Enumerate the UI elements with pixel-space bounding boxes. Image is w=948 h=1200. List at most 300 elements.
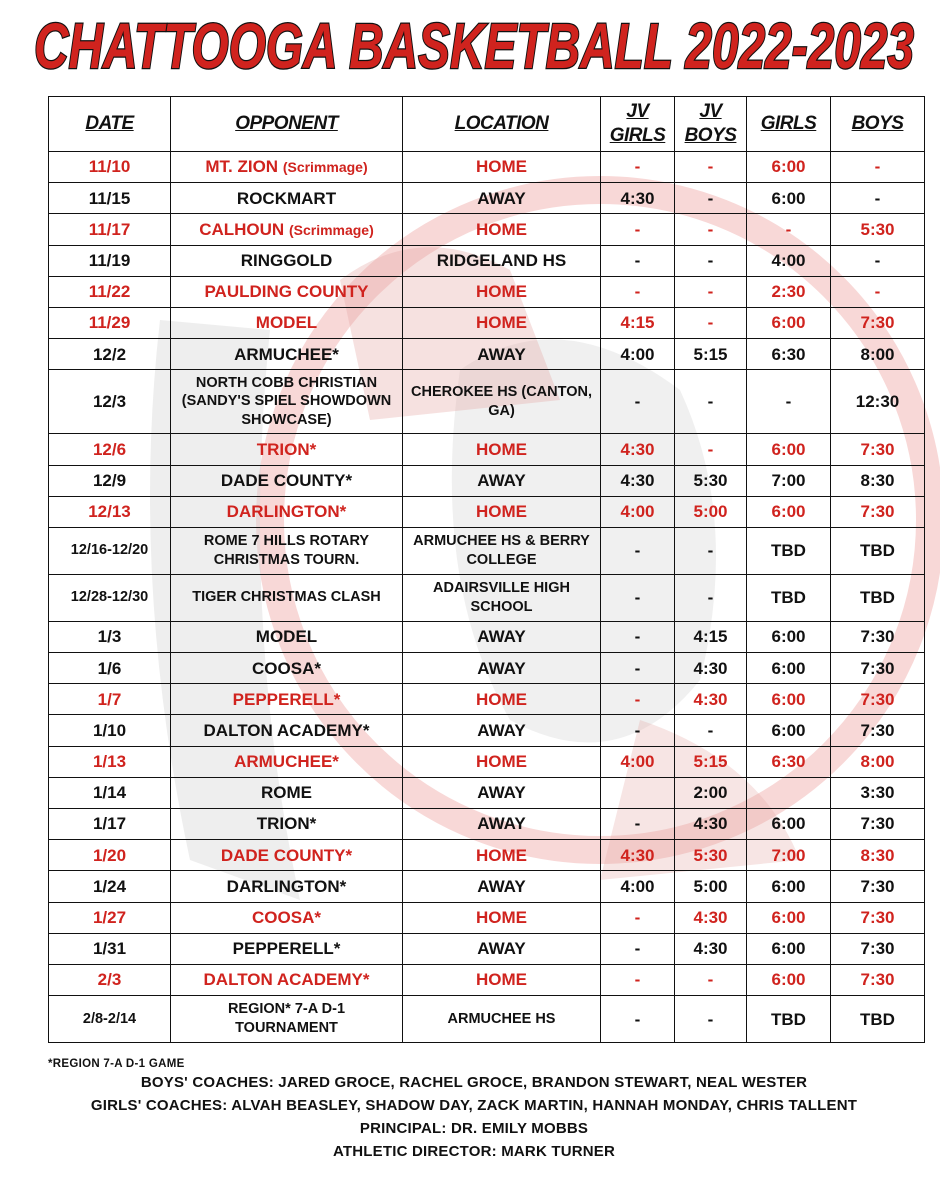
region-footnote: *REGION 7-A D-1 GAME xyxy=(48,1058,185,1070)
cell-text: 7:30 xyxy=(860,970,895,990)
cell-jv-boys xyxy=(675,777,747,808)
cell-text: HOME xyxy=(476,689,527,709)
cell-date xyxy=(49,496,171,527)
page-title xyxy=(0,6,948,84)
cell-jv-girls xyxy=(601,276,675,307)
cell-text: 4:15 xyxy=(620,313,655,333)
cell-location xyxy=(403,809,601,840)
cell-opponent xyxy=(171,574,403,621)
cell-text: AWAY xyxy=(477,344,526,364)
cell-jv-girls xyxy=(601,777,675,808)
girls-coaches: GIRLS' COACHES: ALVAH BEASLEY, SHADOW DAY, ZACK MARTIN, HANNAH MONDAY, CHRIS TALLENT xyxy=(90,1097,858,1114)
cell-text: - xyxy=(707,1009,714,1029)
cell-opponent xyxy=(171,152,403,183)
cell-text: 6:00 xyxy=(771,908,806,928)
cell-girls xyxy=(747,370,831,434)
cell-text: DARLINGTON* xyxy=(226,502,347,522)
cell-opponent xyxy=(171,621,403,652)
cell-text: 5:00 xyxy=(693,876,728,896)
cell-boys xyxy=(831,276,925,307)
cell-text: CALHOUN xyxy=(199,219,285,239)
cell-text: HOME xyxy=(476,157,527,177)
table-row xyxy=(49,684,925,715)
cell-text: 12/28-12/30 xyxy=(70,589,149,606)
cell-text: 6:00 xyxy=(771,439,806,459)
scrimmage-note: (Scrimmage) xyxy=(288,221,374,238)
cell-boys xyxy=(831,871,925,902)
cell-text: 6:00 xyxy=(771,689,806,709)
cell-text: 12/16-12/20 xyxy=(70,542,149,559)
cell-girls xyxy=(747,276,831,307)
cell-text: TBD xyxy=(860,588,895,608)
cell-text: 4:30 xyxy=(620,845,655,865)
cell-opponent xyxy=(171,245,403,276)
table-row xyxy=(49,434,925,465)
cell-jv-girls xyxy=(601,370,675,434)
cell-jv-boys xyxy=(675,653,747,684)
cell-text: 6:00 xyxy=(771,939,806,959)
cell-text: 1/7 xyxy=(97,689,122,709)
cell-location xyxy=(403,214,601,245)
cell-jv-girls xyxy=(601,996,675,1043)
cell-text: HOME xyxy=(476,282,527,302)
cell-text: - xyxy=(707,588,714,608)
cell-boys xyxy=(831,840,925,871)
cell-jv-boys xyxy=(675,214,747,245)
cell-jv-girls xyxy=(601,653,675,684)
cell-girls xyxy=(747,245,831,276)
table-row xyxy=(49,653,925,684)
principal: PRINCIPAL: DR. EMILY MOBBS xyxy=(359,1120,589,1137)
table-row xyxy=(49,964,925,995)
cell-jv-boys xyxy=(675,434,747,465)
cell-text: 7:30 xyxy=(860,502,895,522)
cell-date xyxy=(49,183,171,214)
cell-text: - xyxy=(634,1009,641,1029)
header-location: LOCATION xyxy=(403,97,601,152)
header-jv-boys: JV BOYS xyxy=(675,97,747,152)
cell-boys xyxy=(831,777,925,808)
cell-text: 2/3 xyxy=(97,970,122,990)
cell-boys xyxy=(831,902,925,933)
cell-text: 4:15 xyxy=(693,627,728,647)
cell-date xyxy=(49,434,171,465)
cell-boys xyxy=(831,152,925,183)
cell-text: 12/9 xyxy=(92,470,127,490)
scrimmage-note: (Scrimmage) xyxy=(282,159,368,176)
cell-text: 2/8-2/14 xyxy=(82,1010,137,1027)
cell-opponent xyxy=(171,840,403,871)
cell-text: 1/27 xyxy=(92,908,127,928)
cell-text: 7:30 xyxy=(860,658,895,678)
cell-date xyxy=(49,996,171,1043)
cell-text: HOME xyxy=(476,219,527,239)
cell-text: TBD xyxy=(860,1009,895,1029)
cell-text: 12/6 xyxy=(92,439,127,459)
cell-jv-girls xyxy=(601,809,675,840)
cell-text: 4:30 xyxy=(693,689,728,709)
cell-text: AWAY xyxy=(477,876,526,896)
cell-text: 11/15 xyxy=(88,188,131,208)
cell-text: DADE COUNTY* xyxy=(220,470,353,490)
cell-text: - xyxy=(874,282,881,302)
cell-text: 1/24 xyxy=(92,876,127,896)
cell-text: DARLINGTON* xyxy=(226,876,347,896)
cell-date xyxy=(49,245,171,276)
cell-boys xyxy=(831,527,925,574)
cell-location xyxy=(403,183,601,214)
cell-text: ADAIRSVILLE HIGH SCHOOL xyxy=(433,580,570,615)
cell-text: 11/22 xyxy=(88,282,131,302)
table-row xyxy=(49,245,925,276)
cell-text: - xyxy=(874,188,881,208)
cell-opponent xyxy=(171,933,403,964)
cell-text: 12:30 xyxy=(855,392,900,412)
cell-text: AWAY xyxy=(477,814,526,834)
cell-text: 4:00 xyxy=(620,344,655,364)
cell-location xyxy=(403,746,601,777)
cell-date xyxy=(49,465,171,496)
cell-text: - xyxy=(707,219,714,239)
cell-text: 6:00 xyxy=(771,313,806,333)
cell-jv-girls xyxy=(601,527,675,574)
cell-jv-girls xyxy=(601,871,675,902)
cell-text: 5:15 xyxy=(693,752,728,772)
cell-date xyxy=(49,902,171,933)
cell-text: 11/29 xyxy=(88,313,131,333)
table-row xyxy=(49,183,925,214)
cell-text: ROME xyxy=(261,783,312,803)
cell-text: 6:00 xyxy=(771,658,806,678)
cell-opponent xyxy=(171,465,403,496)
cell-opponent xyxy=(171,653,403,684)
cell-text: - xyxy=(634,689,641,709)
cell-location xyxy=(403,840,601,871)
cell-location xyxy=(403,653,601,684)
cell-text: - xyxy=(707,392,714,412)
cell-location xyxy=(403,339,601,370)
cell-boys xyxy=(831,496,925,527)
cell-opponent xyxy=(171,307,403,338)
cell-text: AWAY xyxy=(477,783,526,803)
cell-text: AWAY xyxy=(477,720,526,740)
cell-text: 6:00 xyxy=(771,814,806,834)
cell-date xyxy=(49,809,171,840)
cell-opponent xyxy=(171,871,403,902)
cell-text: CHEROKEE HS (CANTON, GA) xyxy=(411,383,592,419)
cell-text: PEPPERELL* xyxy=(232,689,341,709)
cell-text: - xyxy=(707,541,714,561)
cell-text: 4:00 xyxy=(620,876,655,896)
cell-text: - xyxy=(634,251,641,271)
cell-text: 8:00 xyxy=(860,752,895,772)
cell-jv-boys xyxy=(675,871,747,902)
cell-jv-girls xyxy=(601,902,675,933)
cell-text: - xyxy=(634,541,641,561)
cell-location xyxy=(403,434,601,465)
cell-jv-boys xyxy=(675,527,747,574)
cell-text: 1/14 xyxy=(92,783,127,803)
cell-text: - xyxy=(707,720,714,740)
cell-text: PAULDING COUNTY xyxy=(204,282,369,302)
cell-text: DALTON ACADEMY* xyxy=(203,970,370,990)
cell-text: COOSA* xyxy=(252,908,321,928)
cell-girls xyxy=(747,496,831,527)
cell-girls xyxy=(747,574,831,621)
cell-location xyxy=(403,996,601,1043)
cell-text: - xyxy=(634,627,641,647)
cell-girls xyxy=(747,152,831,183)
table-row xyxy=(49,777,925,808)
cell-jv-girls xyxy=(601,574,675,621)
cell-text: MT. ZION xyxy=(205,157,279,177)
cell-jv-boys xyxy=(675,307,747,338)
cell-location xyxy=(403,527,601,574)
cell-jv-girls xyxy=(601,214,675,245)
cell-girls xyxy=(747,840,831,871)
cell-text: - xyxy=(785,392,792,412)
cell-text: 1/31 xyxy=(92,939,127,959)
cell-text: 4:30 xyxy=(620,470,655,490)
table-row xyxy=(49,902,925,933)
table-row xyxy=(49,996,925,1043)
cell-date xyxy=(49,527,171,574)
cell-text: HOME xyxy=(476,313,527,333)
cell-opponent xyxy=(171,527,403,574)
cell-text: - xyxy=(707,251,714,271)
cell-location xyxy=(403,465,601,496)
cell-location xyxy=(403,574,601,621)
cell-text: 4:30 xyxy=(620,188,655,208)
cell-date xyxy=(49,840,171,871)
cell-location xyxy=(403,777,601,808)
cell-opponent xyxy=(171,496,403,527)
cell-opponent xyxy=(171,715,403,746)
cell-text: TRION* xyxy=(256,814,317,834)
cell-date xyxy=(49,214,171,245)
cell-date xyxy=(49,871,171,902)
cell-girls xyxy=(747,465,831,496)
cell-text: TBD xyxy=(771,541,806,561)
cell-text: - xyxy=(634,282,641,302)
cell-text: MODEL xyxy=(255,627,318,647)
cell-text: - xyxy=(707,157,714,177)
cell-boys xyxy=(831,245,925,276)
cell-boys xyxy=(831,684,925,715)
cell-girls xyxy=(747,996,831,1043)
header-boys: BOYS xyxy=(831,97,925,152)
cell-text: 4:30 xyxy=(693,908,728,928)
cell-text: 7:30 xyxy=(860,876,895,896)
cell-girls xyxy=(747,307,831,338)
cell-location xyxy=(403,871,601,902)
cell-text: 5:30 xyxy=(860,219,895,239)
cell-jv-boys xyxy=(675,746,747,777)
cell-text: 2:00 xyxy=(693,783,728,803)
cell-text: - xyxy=(634,939,641,959)
cell-text: 6:00 xyxy=(771,627,806,647)
cell-jv-boys xyxy=(675,339,747,370)
cell-text: DALTON ACADEMY* xyxy=(203,720,370,740)
cell-location xyxy=(403,152,601,183)
cell-boys xyxy=(831,964,925,995)
cell-location xyxy=(403,276,601,307)
cell-text: HOME xyxy=(476,439,527,459)
cell-date xyxy=(49,307,171,338)
cell-text: 7:30 xyxy=(860,720,895,740)
cell-girls xyxy=(747,214,831,245)
cell-boys xyxy=(831,933,925,964)
cell-text: AWAY xyxy=(477,939,526,959)
table-row xyxy=(49,214,925,245)
cell-opponent xyxy=(171,183,403,214)
cell-jv-boys xyxy=(675,152,747,183)
cell-opponent xyxy=(171,339,403,370)
cell-location xyxy=(403,496,601,527)
cell-opponent xyxy=(171,809,403,840)
cell-girls xyxy=(747,434,831,465)
cell-text: 8:00 xyxy=(860,344,895,364)
cell-jv-girls xyxy=(601,964,675,995)
cell-text: 11/17 xyxy=(88,219,131,239)
cell-jv-girls xyxy=(601,840,675,871)
cell-girls xyxy=(747,339,831,370)
cell-jv-girls xyxy=(601,339,675,370)
cell-girls xyxy=(747,684,831,715)
cell-jv-boys xyxy=(675,370,747,434)
table-row xyxy=(49,370,925,434)
cell-boys xyxy=(831,434,925,465)
cell-jv-boys xyxy=(675,465,747,496)
cell-text: 1/6 xyxy=(97,658,122,678)
cell-text: RIDGELAND HS xyxy=(436,251,567,271)
table-row xyxy=(49,339,925,370)
cell-girls xyxy=(747,653,831,684)
cell-text: 12/3 xyxy=(92,392,127,412)
cell-opponent xyxy=(171,746,403,777)
cell-text: 6:00 xyxy=(771,876,806,896)
cell-text: - xyxy=(634,219,641,239)
cell-jv-boys xyxy=(675,245,747,276)
cell-text: - xyxy=(634,814,641,834)
cell-boys xyxy=(831,183,925,214)
cell-date xyxy=(49,933,171,964)
cell-text: 6:30 xyxy=(771,752,806,772)
cell-jv-girls xyxy=(601,621,675,652)
cell-text: - xyxy=(707,313,714,333)
cell-text: RINGGOLD xyxy=(240,251,333,271)
cell-text: MODEL xyxy=(255,313,318,333)
cell-text: 5:30 xyxy=(693,845,728,865)
table-row xyxy=(49,809,925,840)
title-text: CHATTOOGA BASKETBALL 2022-2023 xyxy=(34,10,914,82)
cell-date xyxy=(49,621,171,652)
cell-text: 7:00 xyxy=(771,470,806,490)
header-jv-girls: JV GIRLS xyxy=(601,97,675,152)
cell-text: - xyxy=(874,157,881,177)
table-row xyxy=(49,840,925,871)
footer xyxy=(0,1058,948,1162)
cell-jv-boys xyxy=(675,183,747,214)
cell-text: HOME xyxy=(476,502,527,522)
cell-text: - xyxy=(707,970,714,990)
cell-boys xyxy=(831,746,925,777)
table-row xyxy=(49,871,925,902)
header-row xyxy=(49,97,925,152)
cell-text: 12/13 xyxy=(88,502,131,522)
cell-text: - xyxy=(785,219,792,239)
cell-date xyxy=(49,746,171,777)
cell-text: DADE COUNTY* xyxy=(220,845,353,865)
cell-jv-boys xyxy=(675,496,747,527)
cell-text: 6:30 xyxy=(771,344,806,364)
cell-text: ARMUCHEE HS & BERRY COLLEGE xyxy=(413,533,590,568)
header-date: DATE xyxy=(49,97,171,152)
cell-location xyxy=(403,964,601,995)
cell-text: 6:00 xyxy=(771,502,806,522)
cell-opponent xyxy=(171,370,403,434)
cell-text: 6:00 xyxy=(771,970,806,990)
cell-text: 7:30 xyxy=(860,908,895,928)
cell-opponent xyxy=(171,777,403,808)
cell-girls xyxy=(747,746,831,777)
cell-girls xyxy=(747,527,831,574)
cell-text: - xyxy=(634,157,641,177)
cell-girls xyxy=(747,809,831,840)
cell-jv-girls xyxy=(601,434,675,465)
cell-text: 7:30 xyxy=(860,627,895,647)
cell-text: 4:30 xyxy=(620,439,655,459)
cell-text: 8:30 xyxy=(860,470,895,490)
cell-jv-boys xyxy=(675,574,747,621)
athletic-director: ATHLETIC DIRECTOR: MARK TURNER xyxy=(332,1143,616,1160)
cell-jv-boys xyxy=(675,715,747,746)
cell-text: 11/10 xyxy=(88,157,131,177)
cell-text: AWAY xyxy=(477,470,526,490)
cell-text: - xyxy=(634,908,641,928)
table-row xyxy=(49,746,925,777)
cell-opponent xyxy=(171,684,403,715)
cell-boys xyxy=(831,653,925,684)
table-row xyxy=(49,715,925,746)
cell-text: - xyxy=(634,658,641,678)
boys-coaches: BOYS' COACHES: JARED GROCE, RACHEL GROCE, BRANDON STEWART, NEAL WESTER xyxy=(140,1074,808,1091)
cell-text: 1/3 xyxy=(97,627,122,647)
cell-text: 1/17 xyxy=(92,814,127,834)
cell-jv-girls xyxy=(601,715,675,746)
cell-boys xyxy=(831,465,925,496)
cell-date xyxy=(49,964,171,995)
cell-jv-girls xyxy=(601,746,675,777)
cell-jv-girls xyxy=(601,465,675,496)
cell-boys xyxy=(831,809,925,840)
cell-location xyxy=(403,684,601,715)
cell-date xyxy=(49,370,171,434)
cell-text: 4:00 xyxy=(620,502,655,522)
cell-opponent xyxy=(171,964,403,995)
cell-text: TBD xyxy=(771,588,806,608)
cell-text: - xyxy=(634,720,641,740)
table-row xyxy=(49,465,925,496)
cell-jv-boys xyxy=(675,684,747,715)
cell-date xyxy=(49,574,171,621)
cell-girls xyxy=(747,964,831,995)
cell-text: ARMUCHEE* xyxy=(234,752,339,772)
cell-text: ARMUCHEE* xyxy=(234,344,339,364)
cell-text: AWAY xyxy=(477,188,526,208)
table-row xyxy=(49,152,925,183)
cell-text: HOME xyxy=(476,908,527,928)
